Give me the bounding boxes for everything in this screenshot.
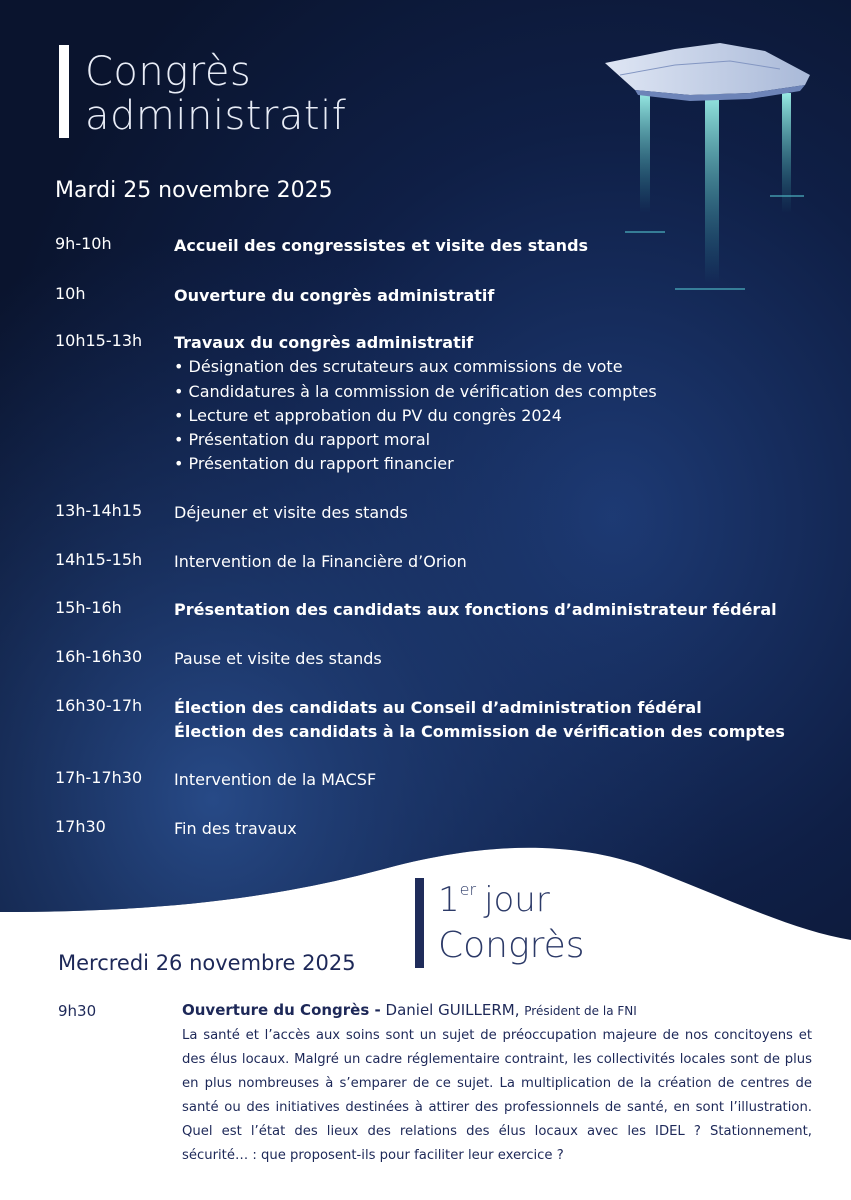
day-badge-suffix: er xyxy=(459,880,477,899)
page-title-line1: Congrès xyxy=(85,49,252,95)
page-title xyxy=(85,50,346,138)
program-bullet: • Présentation du rapport financier xyxy=(174,454,454,474)
day-badge-line2: Congrès xyxy=(438,925,585,966)
day2-speaker-role: Président de la FNI xyxy=(524,1004,637,1018)
program-title: Présentation des candidats aux fonctions d’administrateur fédéral xyxy=(174,600,777,619)
program-time: 13h-14h15 xyxy=(55,501,143,520)
day2-speaker: Daniel GUILLERM, xyxy=(385,1001,520,1019)
day2-title: Ouverture du Congrès - xyxy=(182,1001,381,1019)
day-badge-word1: jour xyxy=(484,880,550,920)
title-accent-bar xyxy=(59,45,69,138)
program-time: 16h-16h30 xyxy=(55,647,143,666)
program-time: 9h-10h xyxy=(55,234,112,253)
program-title: Pause et visite des stands xyxy=(174,649,382,668)
program-title: Travaux du congrès administratif xyxy=(174,333,474,352)
page-title-line2: administratif xyxy=(85,93,347,139)
program-title-2: Élection des candidats à la Commission de vérification des comptes xyxy=(174,722,785,742)
program-details xyxy=(174,696,785,745)
program-bullet: • Présentation du rapport moral xyxy=(174,430,431,450)
program-title: Élection des candidats au Conseil d’administration fédéral xyxy=(174,698,702,717)
program-time: 15h-16h xyxy=(55,598,122,617)
day2-date: Mercredi 26 novembre 2025 xyxy=(58,951,356,975)
program-title: Intervention de la Financière d’Orion xyxy=(174,552,467,571)
program-title: Accueil des congressistes et visite des stands xyxy=(174,236,589,255)
program-title: Fin des travaux xyxy=(174,819,297,838)
program-time: 17h30 xyxy=(55,817,106,836)
day2-time: 9h30 xyxy=(58,1002,97,1020)
program-time: 10h15-13h xyxy=(55,331,143,350)
day2-body: La santé et l’accès aux soins sont un sujet de préoccupation majeure de nos concitoyens et des élus locaux. Malgré un cadre réglementaire contraint, les collectivités locales sont de plus en plus nombreuses à s’emparer de ce sujet. La multiplication de la création de centres de santé ou des initiatives destinées à attirer des professionnels de santé, en sont l’illustration. Quel est l’état des lieux des relations des élus locaux avec les IDEL ? Stationnement, sécurité… : que proposent-ils pour faciliter leur exercice ? xyxy=(182,1028,812,1163)
program-time: 17h-17h30 xyxy=(55,768,143,787)
building-illustration xyxy=(600,35,815,295)
program-bullet: • Candidatures à la commission de vérification des comptes xyxy=(174,381,657,401)
program-bullet: • Lecture et approbation du PV du congrès 2024 xyxy=(174,405,562,425)
program-time: 10h xyxy=(55,284,86,303)
program-title: Intervention de la MACSF xyxy=(174,770,377,789)
program-time: 16h30-17h xyxy=(55,696,143,715)
program-title: Déjeuner et visite des stands xyxy=(174,503,408,522)
day-badge-line1 xyxy=(438,880,550,920)
program-title: Ouverture du congrès administratif xyxy=(174,286,495,305)
day-badge-bar xyxy=(415,878,424,968)
day1-date: Mardi 25 novembre 2025 xyxy=(55,178,333,203)
day-badge-number: 1 xyxy=(438,880,460,920)
program-time: 14h15-15h xyxy=(55,550,143,569)
day2-heading xyxy=(182,1001,637,1019)
program-details xyxy=(174,331,657,477)
program-bullet: • Désignation des scrutateurs aux commissions de vote xyxy=(174,357,623,377)
